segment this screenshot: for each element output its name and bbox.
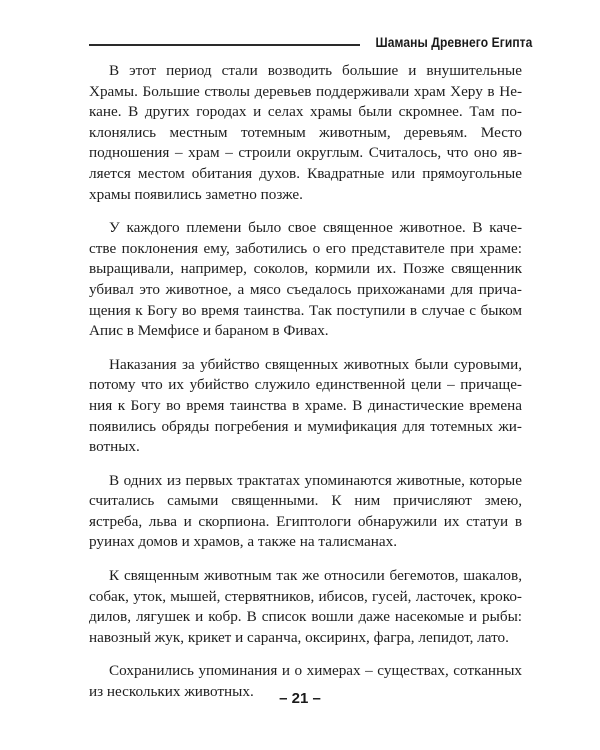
text-line: стве поклонения ему, заботились о его представителе при храме: [89, 239, 522, 257]
text-line: ястреба, льва и скорпиона. Египтологи обнаружили их статуи в [89, 512, 522, 530]
text-line: Наказания за убийство священных животных были суровыми, [109, 355, 522, 373]
paragraph [89, 218, 522, 342]
text-line: дилов, лягушек и кобр. В список вошли даже насекомые и рыбы: [89, 608, 522, 626]
running-header-title: Шаманы Древнего Египта [375, 34, 532, 50]
text-line: щения к Богу во время таинства. Так поступили в случае с быком [89, 301, 522, 319]
header-rule [89, 44, 360, 46]
text-line: храмы появились заметно позже. [89, 185, 303, 203]
text-line: из нескольких животных. [89, 683, 254, 701]
paragraph [89, 355, 522, 458]
text-line: клонялись местным тотемным животным, деревьям. Место [89, 123, 522, 141]
paragraph [89, 471, 522, 553]
text-line: собак, уток, мышей, стервятников, ибисов, гусей, ласточек, кроко- [89, 587, 522, 605]
text-line: появились обряды погребения и мумификация для тотемных жи- [89, 417, 522, 435]
text-line: кане. В других городах и селах храмы были скромнее. Там по- [89, 103, 522, 121]
text-line: У каждого племени было свое священное животное. В каче- [109, 219, 522, 237]
text-line: Сохранились упоминания и о химерах – существах, сотканных [109, 662, 522, 680]
paragraph [89, 61, 522, 205]
text-line: убивал это животное, а мясо съедалось прихожанами для прича- [89, 280, 522, 298]
text-line: считались самыми священными. К ним причисляют змею, [89, 492, 522, 510]
text-line: Апис в Мемфисе и бараном в Фивах. [89, 322, 329, 340]
text-line: В этот период стали возводить большие и внушительные [109, 62, 522, 79]
text-line: руинах домов и храмов, а также на талисманах. [89, 533, 398, 551]
body-text [89, 61, 522, 716]
text-line: подношения – храм – строили округлым. Считалось, что оно яв- [89, 144, 522, 162]
text-line: потому что их убийство служило единственной цели – причаще- [89, 376, 522, 394]
page-number: – 21 – [279, 690, 321, 707]
text-line: вотных. [89, 438, 140, 456]
text-line: выращивали, например, соколов, кормили их. Позже священник [89, 260, 522, 278]
text-line: Храмы. Большие стволы деревьев поддерживали храм Херу в Не- [89, 82, 522, 100]
text-line: К священным животным так же относили бегемотов, шакалов, [109, 567, 522, 585]
text-line: навозный жук, крикет и саранча, оксиринх, фагра, лепидот, лато. [89, 628, 509, 646]
text-line: ния к Богу во время таинства в храме. В династические времена [89, 396, 522, 414]
paragraph [89, 566, 522, 648]
text-line: ляется местом обитания духов. Квадратные или прямоугольные [89, 164, 522, 182]
text-line: В одних из первых трактатах упоминаются животные, которые [109, 471, 522, 489]
